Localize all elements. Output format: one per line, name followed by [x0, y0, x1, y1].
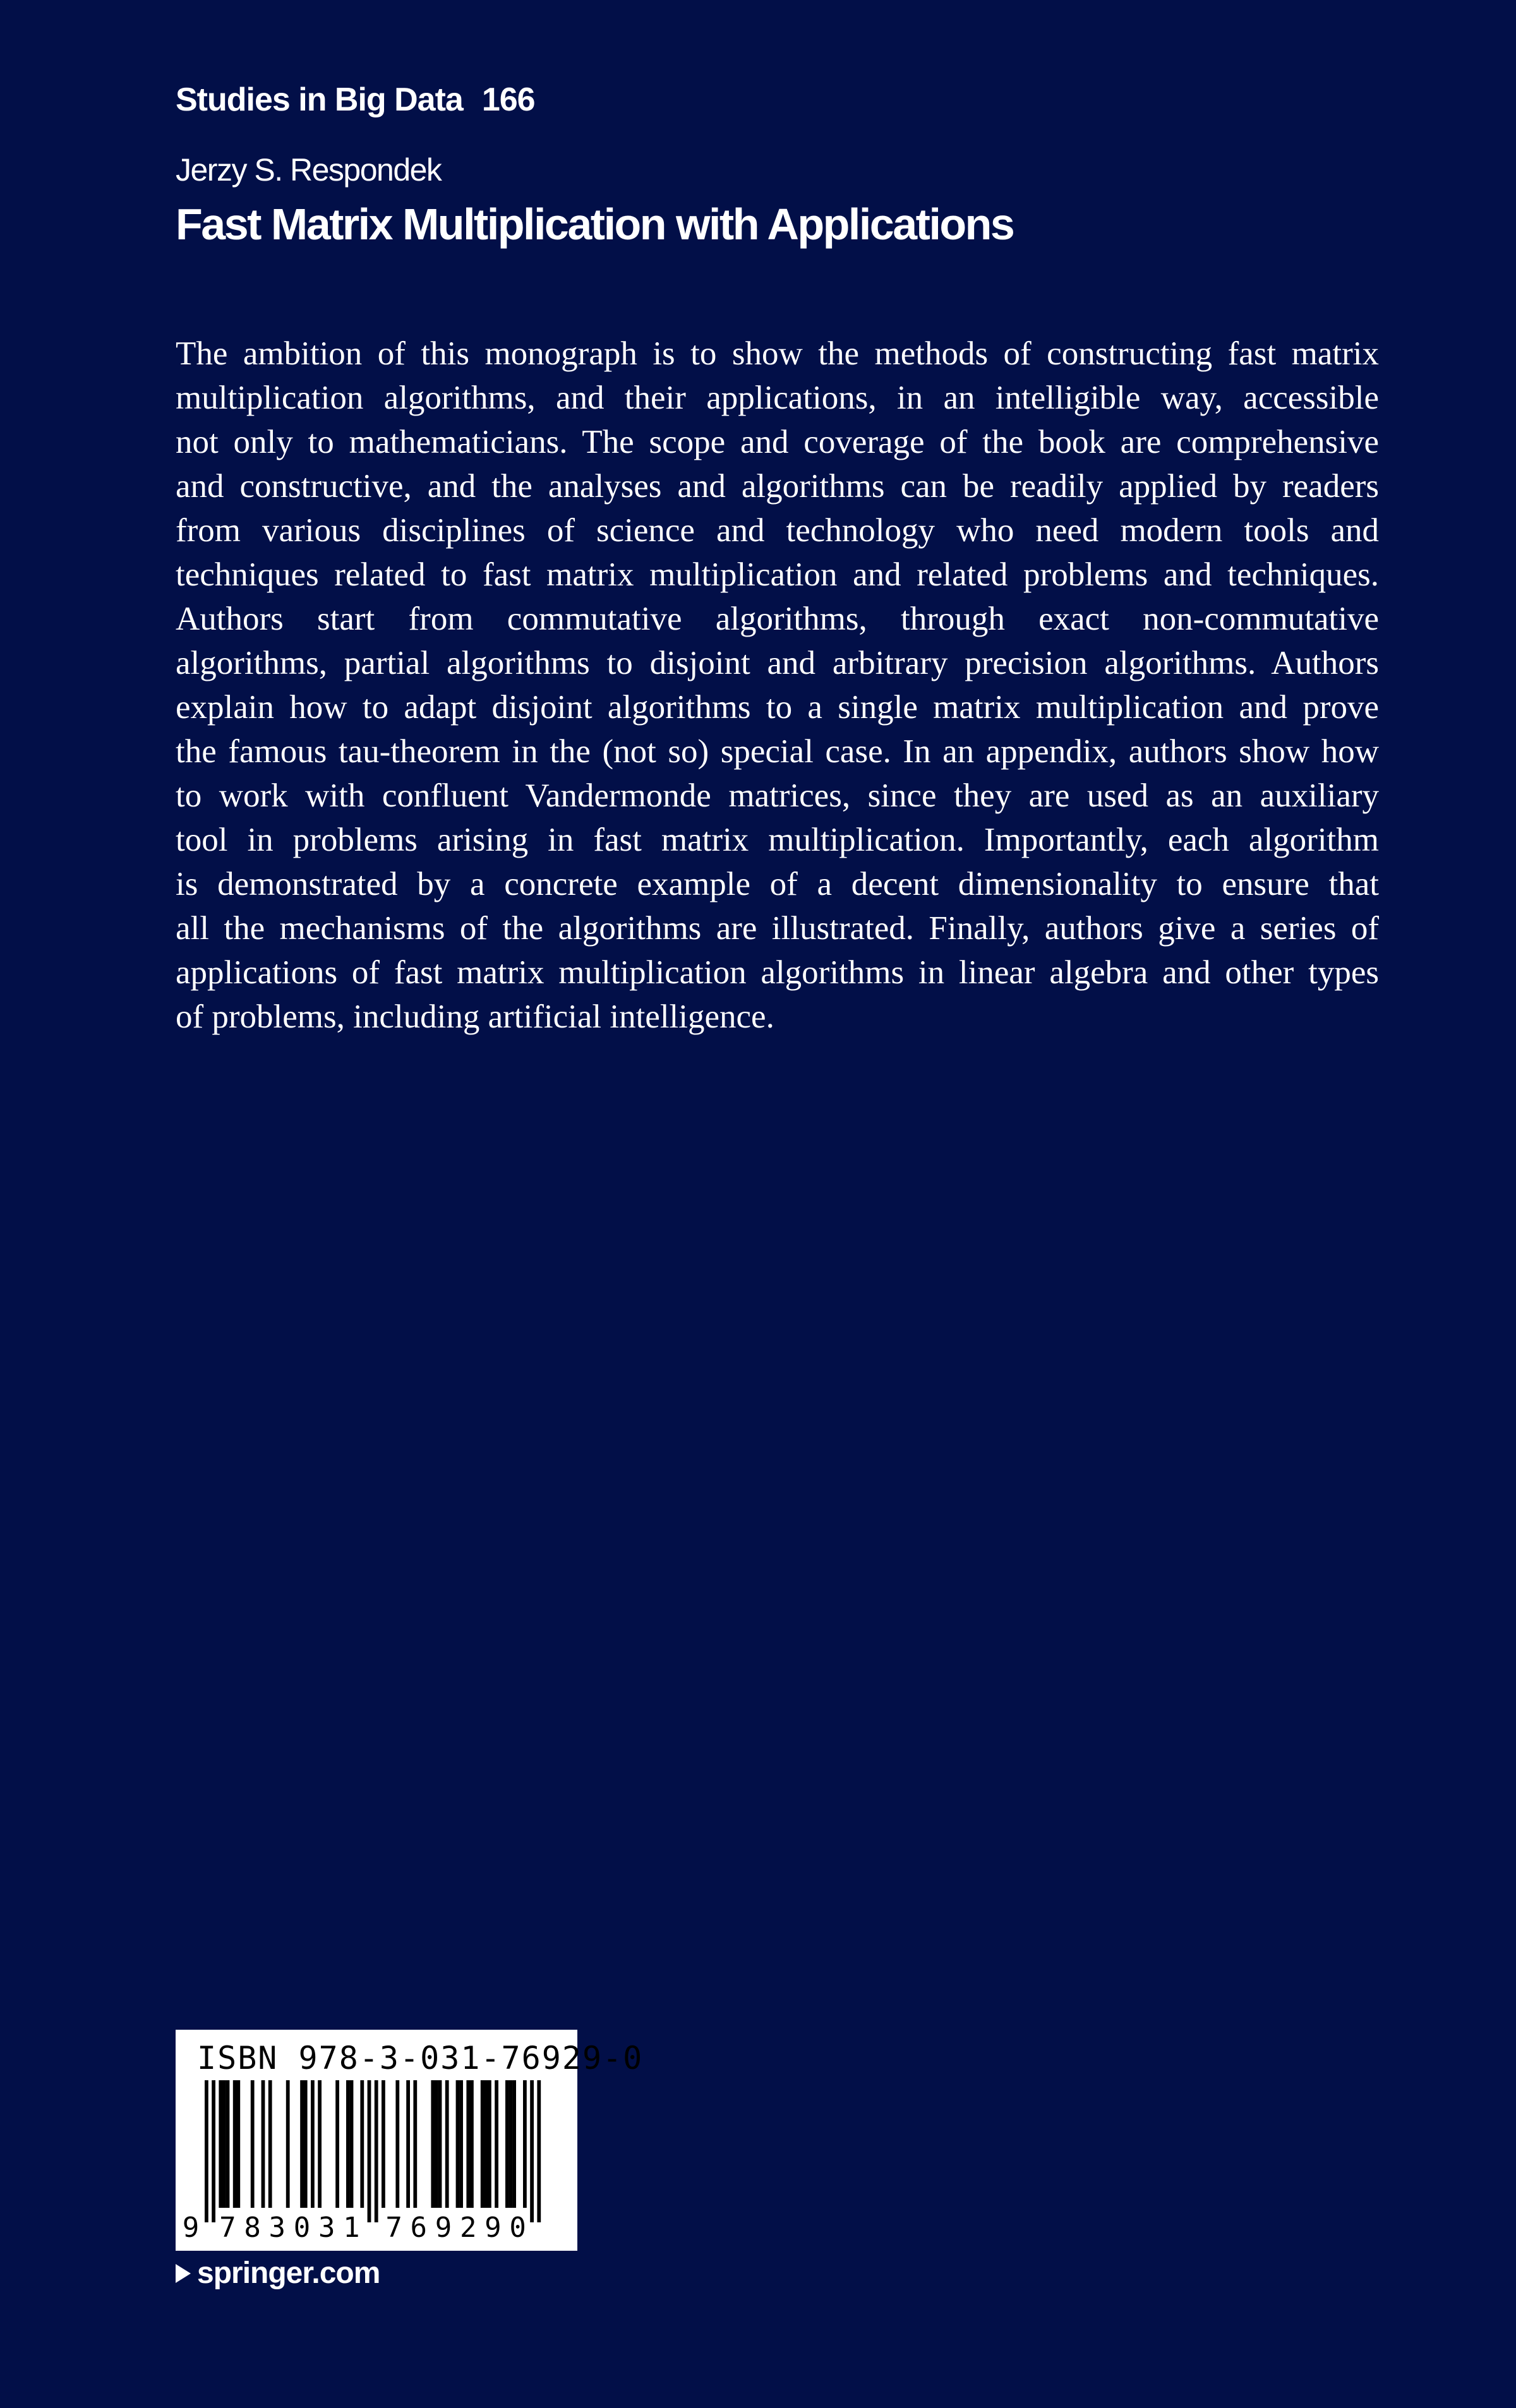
- barcode-digit: 3: [318, 2212, 335, 2244]
- barcode-bar: [470, 2080, 474, 2208]
- barcode-digit: 3: [268, 2212, 286, 2244]
- barcode-bar: [395, 2080, 399, 2208]
- publisher-link[interactable]: [176, 2256, 380, 2291]
- barcode-bar: [456, 2080, 460, 2208]
- description-line: the famous tau-theorem in the (not so) special case. In an appendix, authors show how: [176, 733, 1379, 770]
- barcode-digit: 9: [484, 2212, 502, 2244]
- barcode-bar: [435, 2080, 438, 2208]
- barcode-bar: [350, 2080, 354, 2208]
- barcode-bar: [505, 2080, 509, 2208]
- barcode-bar: [459, 2080, 463, 2208]
- barcode-bar: [318, 2080, 322, 2208]
- description-line: all the mechanisms of the algorithms are illustrated. Finally, authors give a series of: [176, 910, 1379, 947]
- isbn-barcode: [176, 2030, 644, 2251]
- barcode-bar: [233, 2080, 237, 2208]
- barcode-bar: [413, 2080, 417, 2208]
- barcode-bar: [512, 2080, 516, 2208]
- barcode-bar: [335, 2080, 339, 2208]
- description-line: tool in problems arising in fast matrix multiplication. Importantly, each algorithm: [176, 822, 1379, 858]
- barcode-bar: [523, 2080, 527, 2208]
- barcode-bar: [438, 2080, 442, 2208]
- barcode-bar: [251, 2080, 255, 2208]
- barcode-digit: 6: [410, 2212, 428, 2244]
- barcode-bar: [300, 2080, 304, 2208]
- barcode-bar: [495, 2080, 498, 2208]
- barcode-bar: [445, 2080, 449, 2208]
- barcode-bar: [382, 2080, 385, 2208]
- barcode-bar: [304, 2080, 308, 2208]
- barcode-bar: [262, 2080, 265, 2208]
- isbn-label: ISBN 978-3-031-76929-0: [197, 2040, 644, 2076]
- barcode-bar: [219, 2080, 222, 2208]
- barcode-bar: [488, 2080, 491, 2208]
- barcode-digit: 7: [385, 2212, 402, 2244]
- barcode-digit: 9: [182, 2212, 200, 2244]
- description-line: to work with confluent Vandermonde matrices, since they are used as an auxiliary: [176, 777, 1379, 814]
- barcode-bar: [484, 2080, 488, 2208]
- description-line: techniques related to fast matrix multiplication and related problems and techniques.: [176, 556, 1379, 593]
- description-line: of problems, including artificial intelligence.: [176, 998, 774, 1035]
- barcode-digit: 0: [509, 2212, 526, 2244]
- series-volume: 166: [481, 81, 535, 118]
- barcode-bar: [268, 2080, 272, 2208]
- barcode-digit: 8: [244, 2212, 261, 2244]
- barcode-bar: [212, 2080, 215, 2222]
- description-line: from various disciplines of science and technology who need modern tools and: [176, 512, 1379, 549]
- barcode-bar: [481, 2080, 484, 2208]
- author-name: Jerzy S. Respondek: [176, 152, 442, 188]
- barcode-bar: [368, 2080, 371, 2222]
- barcode-bar: [406, 2080, 410, 2208]
- book-description: [176, 332, 1379, 1039]
- series-line: [176, 81, 535, 119]
- barcode-digit: 9: [435, 2212, 452, 2244]
- description-line: Authors start from commutative algorithms, through exact non-commutative: [176, 601, 1379, 637]
- barcode-bar: [226, 2080, 230, 2208]
- description-line: algorithms, partial algorithms to disjoint and arbitrary precision algorithms. Authors: [176, 645, 1379, 681]
- barcode-digit: 1: [343, 2212, 360, 2244]
- barcode-graphic: [176, 2030, 577, 2251]
- barcode-bar: [360, 2080, 364, 2208]
- barcode-bar: [236, 2080, 240, 2208]
- barcode-bar: [311, 2080, 315, 2208]
- barcode-digit: 2: [459, 2212, 477, 2244]
- description-line: and constructive, and the analyses and algorithms can be readily applied by readers: [176, 468, 1379, 505]
- barcode-bar: [346, 2080, 350, 2208]
- barcode-bar: [537, 2080, 541, 2222]
- barcode-bar: [286, 2080, 290, 2208]
- publisher-url: springer.com: [197, 2256, 380, 2290]
- description-line: applications of fast matrix multiplication algorithms in linear algebra and other types: [176, 954, 1379, 991]
- barcode-bar: [222, 2080, 226, 2208]
- barcode-digit: 0: [293, 2212, 311, 2244]
- barcode-digit: 7: [219, 2212, 236, 2244]
- book-title: Fast Matrix Multiplication with Applications: [176, 200, 1014, 249]
- triangle-arrow-icon: [176, 2264, 191, 2283]
- description-line: The ambition of this monograph is to show the methods of constructing fast matrix: [176, 335, 1379, 372]
- description-line: explain how to adapt disjoint algorithms to a single matrix multiplication and prove: [176, 689, 1379, 726]
- barcode-bar: [530, 2080, 534, 2222]
- description-line: not only to mathematicians. The scope and coverage of the book are comprehensive: [176, 424, 1379, 460]
- barcode-bar: [375, 2080, 378, 2222]
- description-line: multiplication algorithms, and their applications, in an intelligible way, accessible: [176, 380, 1379, 416]
- series-name: Studies in Big Data: [176, 81, 463, 118]
- barcode-bar: [431, 2080, 435, 2208]
- barcode-bar: [509, 2080, 513, 2208]
- barcode-bar: [466, 2080, 470, 2208]
- description-line: is demonstrated by a concrete example of a decent dimensionality to ensure that: [176, 866, 1379, 902]
- barcode-bar: [205, 2080, 208, 2222]
